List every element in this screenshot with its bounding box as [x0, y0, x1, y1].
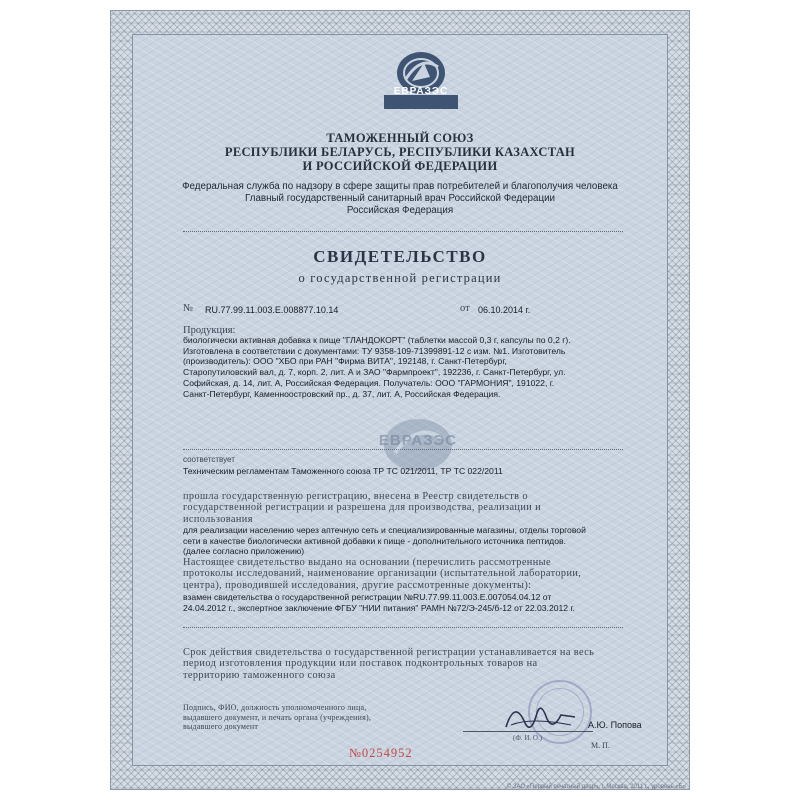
caption-line: выдавшего документ: [183, 722, 259, 731]
compliance-text: Техническим регламентам Таможенного союза ТР ТС 021/2011, ТР ТС 022/2011: [183, 466, 503, 476]
handwritten-signature-icon: [501, 695, 581, 735]
divider: [183, 627, 623, 629]
compliance-label: соответствует: [183, 455, 235, 464]
basis-line: протоколы исследований, наименование организации (испытательной лаборатории,: [183, 568, 582, 580]
certificate-title: СВИДЕТЕЛЬСТВО: [313, 247, 487, 266]
org-line-3: И РОССИЙСКОЙ ФЕДЕРАЦИИ: [302, 159, 498, 173]
product-label: Продукция:: [183, 325, 236, 336]
organization-header: [133, 131, 667, 173]
basis-detail-line: взамен свидетельства о государственной регистрации №RU.77.99.11.003.Е.007054.04.12 от: [183, 592, 552, 602]
certificate-sheet: [110, 10, 690, 790]
usage-line: сети в качестве биологически активной добавки к пище - дополнительного источника пептидов.: [183, 535, 566, 546]
watermark-label: ЕВРАЗЭС: [378, 432, 458, 449]
statement-line: использования: [183, 513, 253, 525]
divider: [183, 449, 623, 451]
signature-caption: [183, 703, 393, 732]
signature-line: [463, 731, 593, 732]
basis-details: [183, 592, 653, 613]
basis-detail-line: 24.04.2012 г., экспертное заключение ФГБУ "НИИ питания" РАМН №72/Э-245/б-12 от 22.03.2012 г.: [183, 602, 575, 613]
statement-line: прошла государственную регистрацию, внесена в Реестр свидетельств о: [183, 491, 528, 502]
product-line: Изготовлена в соответствии с документами: ТУ 9358-109-71399891-12 с изм. №1. Изготовитель: [183, 345, 566, 356]
divider: [183, 231, 623, 233]
registration-date: 06.10.2014 г.: [478, 305, 531, 315]
registration-number: RU.77.99.11.003.Е.008877.10.14: [205, 305, 339, 315]
certificate-body: [132, 34, 668, 766]
eurasec-emblem-icon: [376, 45, 466, 111]
usage-line: для реализации населению через аптечную сеть и специализированные магазины, отделы торговой: [183, 525, 586, 535]
product-line: биологически активная добавка к пище "ГЛАНДОКОРТ" (таблетки массой 0,3 г, капсулы по 0,2 г).: [183, 335, 571, 345]
usage-line: (далее согласно приложению): [183, 546, 305, 557]
agency-line-2: Главный государственный санитарный врач Российской Федерации: [244, 193, 556, 204]
emblem-label: ЕВРАЗЭС: [393, 86, 449, 97]
product-line: Софийская, д. 14, лит. А, Российская Федерация. Получатель: ООО "ГАРМОНИЯ", 191022, г.: [183, 377, 555, 388]
certificate-subtitle: о государственной регистрации: [298, 271, 502, 285]
basis-statement: [183, 557, 643, 591]
product-line: Санкт-Петербург, Каменноостровский пр., д. 37, лит. А, Российская Федерация.: [183, 388, 501, 399]
validity-line: период изготовления продукции или поставок подконтрольных товаров на: [183, 658, 538, 670]
agency-line-1: Федеральная служба по надзору в сфере защиты прав потребителей и благополучия человека: [182, 181, 618, 192]
agency-header: [133, 181, 667, 217]
number-label: №: [183, 303, 194, 314]
usage-description: [183, 525, 653, 557]
caption-line: Подпись, ФИО, должность уполномоченного лица,: [183, 703, 367, 712]
org-line-1: ТАМОЖЕННЫЙ СОЮЗ: [326, 131, 474, 145]
basis-line: центра), проводившей исследования, другие рассмотренные документы):: [183, 579, 532, 591]
name-caption: (Ф. И. О.): [513, 734, 543, 742]
org-line-2: РЕСПУБЛИКИ БЕЛАРУСЬ, РЕСПУБЛИКИ КАЗАХСТАН: [224, 145, 576, 159]
date-label: от: [460, 303, 470, 314]
serial-number: №0254952: [349, 746, 413, 760]
basis-line: Настоящее свидетельство выдано на основании (перечислить рассмотренные: [183, 557, 551, 568]
signatory-name: А.Ю. Попова: [588, 720, 642, 730]
validity-line: территорию таможенного союза: [183, 669, 336, 681]
registration-statement: [183, 491, 643, 525]
caption-line: выдавшего документ, и печать органа (учреждения),: [183, 712, 372, 722]
statement-line: государственной регистрации и разрешена для производства, реализации и: [183, 502, 542, 514]
product-line: (производитель): ООО "ХБО при РАН "Фирма ВИТА", 192148, г. Санкт-Петербург,: [183, 356, 507, 367]
printer-footer: © ЗАО «Первый печатный двор», г. Москва, 2011 г., уровень «Б»: [506, 784, 686, 790]
product-line: Старопутиловский вал, д. 7, корп. 2, лит. А и ЗАО "Фармпроект", 192236, г. Санкт-Петербург, ул.: [183, 367, 566, 378]
mp-label: М. П.: [591, 741, 610, 750]
agency-line-3: Российская Федерация: [346, 205, 454, 216]
product-description: [183, 335, 653, 399]
validity-line: Срок действия свидетельства о государственной регистрации устанавливается на весь: [183, 647, 595, 658]
validity-statement: [183, 647, 643, 681]
